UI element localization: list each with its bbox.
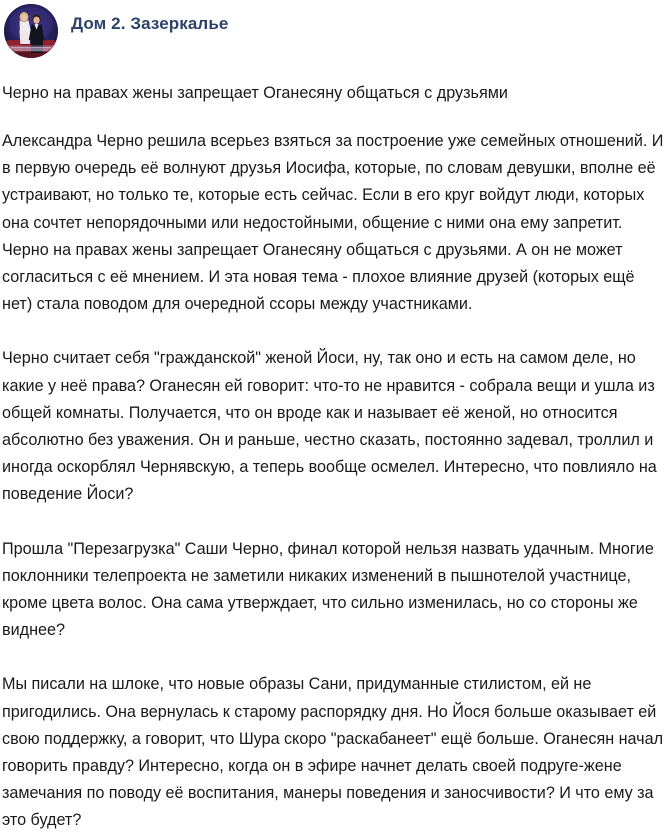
page-title: Черно на правах жены запрещает Оганесяну общаться с друзьями	[2, 84, 508, 102]
community-title[interactable]: Дом 2. Зазеркалье	[71, 14, 229, 33]
article-paragraph: Мы писали на шлоке, что новые образы Сани, придуманные стилистом, ей не пригодились. Она вернулась к старому распорядку дня. Но Йося больше оказывает ей свою поддержку, а говорит, что Шура скоро "раскабанеет" ещё больше. Оганесян начал говорить правду? Интересно, когда он в эфире начнет делать своей подруге-жене замечания по поводу её воспитания, манеры поведения и заносчивости? И что ему за это будет?	[2, 675, 664, 830]
article-paragraph: Прошла "Перезагрузка" Саши Черно, финал которой нельзя назвать удачным. Многие поклонники телепроекта не заметили никаких изменений в пышнотелой участнице, кроме цвета волос. Она сама утверждает, что сильно изменилась, но со стороны же виднее?	[2, 539, 654, 640]
article-body	[2, 128, 668, 835]
avatar-photo-icon	[4, 4, 58, 58]
avatar[interactable]	[4, 4, 58, 58]
post-header	[0, 0, 670, 70]
article-paragraph: Черно считает себя "гражданской" женой Йоси, ну, так оно и есть на самом деле, но какие у неё права? Оганесян ей говорит: что-то не нравится - собрала вещи и ушла из общей комнаты. Получается, что он вроде как и называет её женой, но относится абсолютно без уважения. Он и раньше, честно сказать, постоянно задевал, троллил и иногда оскорблял Чернявскую, а теперь вообще осмелел. Интересно, что повлияло на поведение Йоси?	[2, 349, 657, 504]
article	[2, 82, 668, 835]
article-paragraph: Александра Черно решила всерьез взяться за построение уже семейных отношений. И в первую очередь её волнуют друзья Иосифа, которые, по словам девушки, вполне её устраивают, но только те, которые есть сейчас. Если в его круг войдут люди, которых она сочтет непорядочными или недостойными, общение с ними она ему запретит. Черно на правах жены запрещает Оганесяну общаться с друзьями. А он не может согласиться с её мнением. И эта новая тема - плохое влияние друзей (которых ещё нет) стала поводом для очередной ссоры между участниками.	[2, 132, 664, 314]
